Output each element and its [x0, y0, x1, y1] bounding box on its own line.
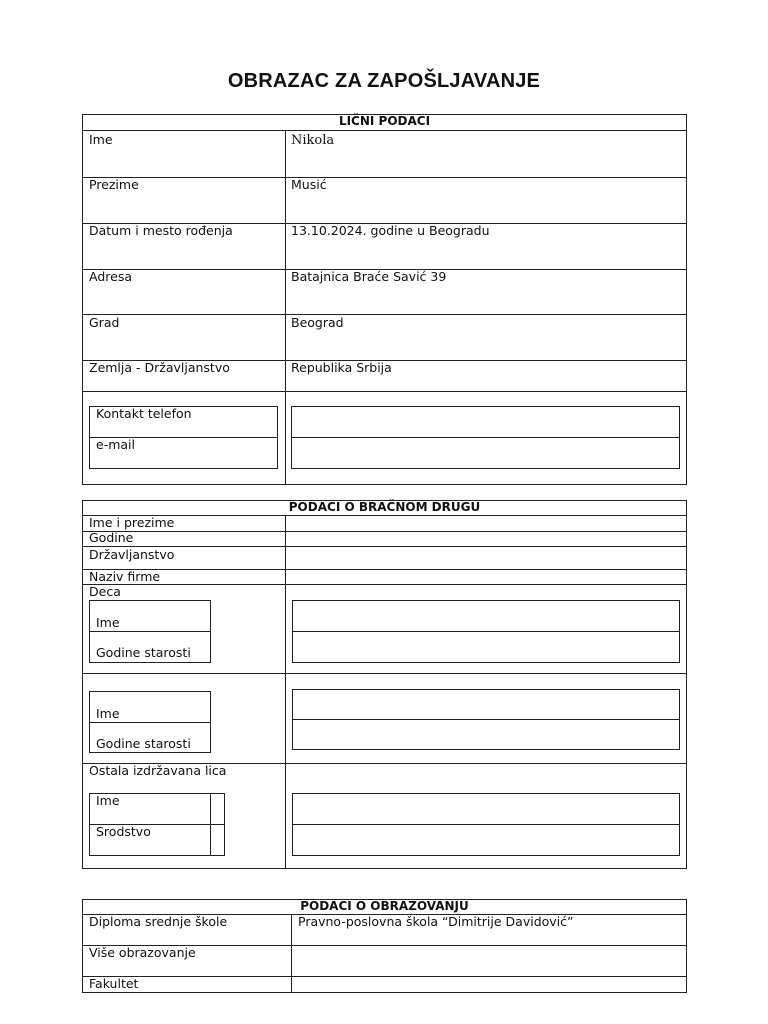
higher-education-label: Više obrazovanje	[89, 945, 196, 960]
spouse-age-label: Godine	[89, 530, 134, 545]
phone-field[interactable]	[291, 406, 680, 438]
child1-name-field[interactable]	[292, 600, 680, 632]
city-label: Grad	[89, 315, 120, 330]
dependent-name-field[interactable]	[292, 793, 680, 825]
child1-name-label: Ime	[96, 615, 120, 630]
spouse-name-label: Ime i prezime	[89, 515, 175, 530]
child2-name-field[interactable]	[292, 689, 680, 720]
education-header: PODACI O OBRAZOVANJU	[300, 899, 469, 913]
high-school-label: Diploma srednje škole	[89, 914, 228, 929]
faculty-label: Fakultet	[89, 976, 139, 991]
child1-age-field[interactable]	[292, 631, 680, 663]
page-title: OBRAZAC ZA ZAPOŠLJAVANJE	[227, 70, 541, 92]
address-label: Adresa	[89, 269, 132, 284]
city-value[interactable]: Beograd	[291, 315, 344, 330]
email-field[interactable]	[291, 437, 680, 469]
child2-age-field[interactable]	[292, 719, 680, 750]
address-value[interactable]: Batajnica Braće Savić 39	[291, 269, 447, 284]
child2-age-label: Godine starosti	[96, 736, 191, 751]
high-school-value[interactable]: Pravno-poslovna škola “Dimitrije Davidović”	[298, 914, 574, 929]
first-name-value[interactable]: Nikola	[291, 133, 335, 148]
spouse-citizenship-label: Državljanstvo	[89, 547, 175, 562]
child1-age-label: Godine starosti	[96, 645, 191, 660]
email-label: e-mail	[96, 437, 135, 452]
child2-name-label: Ime	[96, 706, 120, 721]
children-label: Deca	[89, 584, 121, 599]
dependents-label: Ostala izdržavana lica	[89, 763, 227, 778]
first-name-label: Ime	[89, 132, 113, 147]
spouse-company-label: Naziv firme	[89, 569, 161, 584]
birth-label: Datum i mesto rođenja	[89, 223, 233, 238]
country-label: Zemlja - Državljanstvo	[89, 360, 230, 375]
birth-value[interactable]: 13.10.2024. godine u Beogradu	[291, 223, 490, 238]
dependent-relation-label: Srodstvo	[96, 824, 151, 839]
dependent-name-label: Ime	[96, 793, 120, 808]
last-name-value[interactable]: Musić	[291, 177, 327, 192]
phone-label: Kontakt telefon	[96, 406, 192, 421]
spouse-data-header: PODACI O BRAČNOM DRUGU	[288, 500, 481, 514]
personal-data-header: LIČNI PODACI	[338, 114, 431, 128]
dependent-relation-field[interactable]	[292, 824, 680, 856]
country-value[interactable]: Republika Srbija	[291, 360, 392, 375]
last-name-label: Prezime	[89, 177, 139, 192]
